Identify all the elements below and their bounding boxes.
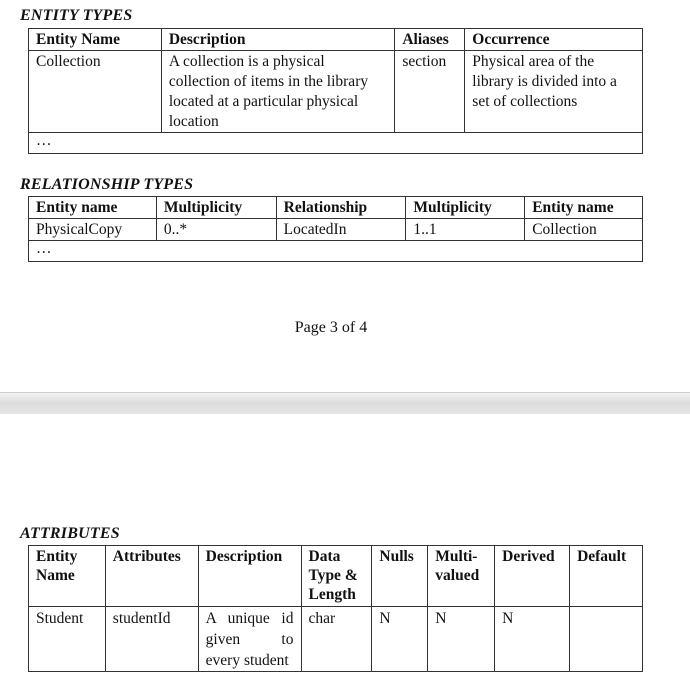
table-cell: 0..* bbox=[156, 219, 276, 241]
header-cell: Default bbox=[570, 546, 643, 607]
header-cell: Description bbox=[161, 29, 395, 51]
table-header-row bbox=[29, 546, 643, 607]
header-cell: Data Type & Length bbox=[301, 546, 372, 607]
table-row bbox=[29, 133, 643, 154]
table-cell: A collection is a physical collection of items in the library located at a particular physical location bbox=[161, 51, 395, 133]
table-cell: A unique id given to every student bbox=[198, 607, 301, 672]
header-cell: Entity name bbox=[29, 197, 157, 219]
header-cell: Multiplicity bbox=[156, 197, 276, 219]
header-cell: Derived bbox=[495, 546, 570, 607]
table-cell: char bbox=[301, 607, 372, 672]
header-cell: Relationship bbox=[276, 197, 406, 219]
header-cell: Attributes bbox=[105, 546, 198, 607]
table-row bbox=[29, 607, 643, 672]
ellipsis-cell: … bbox=[29, 241, 643, 262]
relationship-types-table bbox=[28, 196, 643, 262]
header-cell: Entity Name bbox=[29, 546, 106, 607]
header-cell: Nulls bbox=[372, 546, 428, 607]
table-cell: studentId bbox=[105, 607, 198, 672]
relationship-types-title: RELATIONSHIP TYPES bbox=[20, 176, 194, 193]
page-separator bbox=[0, 392, 690, 416]
table-cell bbox=[570, 607, 643, 672]
header-cell: Description bbox=[198, 546, 301, 607]
table-cell: Student bbox=[29, 607, 106, 672]
table-cell: N bbox=[428, 607, 495, 672]
header-cell: Occurrence bbox=[465, 29, 643, 51]
header-cell: Multiplicity bbox=[406, 197, 525, 219]
entity-types-title: ENTITY TYPES bbox=[20, 7, 133, 24]
attributes-title: ATTRIBUTES bbox=[20, 525, 120, 542]
table-cell: section bbox=[395, 51, 465, 133]
table-header-row bbox=[29, 29, 643, 51]
header-cell: Entity Name bbox=[29, 29, 162, 51]
document-page-4 bbox=[0, 414, 690, 700]
table-cell: Collection bbox=[525, 219, 643, 241]
table-cell: N bbox=[495, 607, 570, 672]
page-number-label: Page 3 of 4 bbox=[294, 319, 368, 336]
table-cell: PhysicalCopy bbox=[29, 219, 157, 241]
entity-types-table bbox=[28, 28, 643, 154]
attributes-table bbox=[28, 545, 643, 672]
header-cell: Multi-valued bbox=[428, 546, 495, 607]
table-row bbox=[29, 241, 643, 262]
header-cell: Aliases bbox=[395, 29, 465, 51]
ellipsis-cell: … bbox=[29, 133, 643, 154]
table-row bbox=[29, 219, 643, 241]
table-cell: N bbox=[372, 607, 428, 672]
header-cell: Entity name bbox=[525, 197, 643, 219]
table-cell: LocatedIn bbox=[276, 219, 406, 241]
table-cell: 1..1 bbox=[406, 219, 525, 241]
table-cell: Physical area of the library is divided into a set of collections bbox=[465, 51, 643, 133]
table-row bbox=[29, 51, 643, 133]
table-header-row bbox=[29, 197, 643, 219]
table-cell: Collection bbox=[29, 51, 162, 133]
